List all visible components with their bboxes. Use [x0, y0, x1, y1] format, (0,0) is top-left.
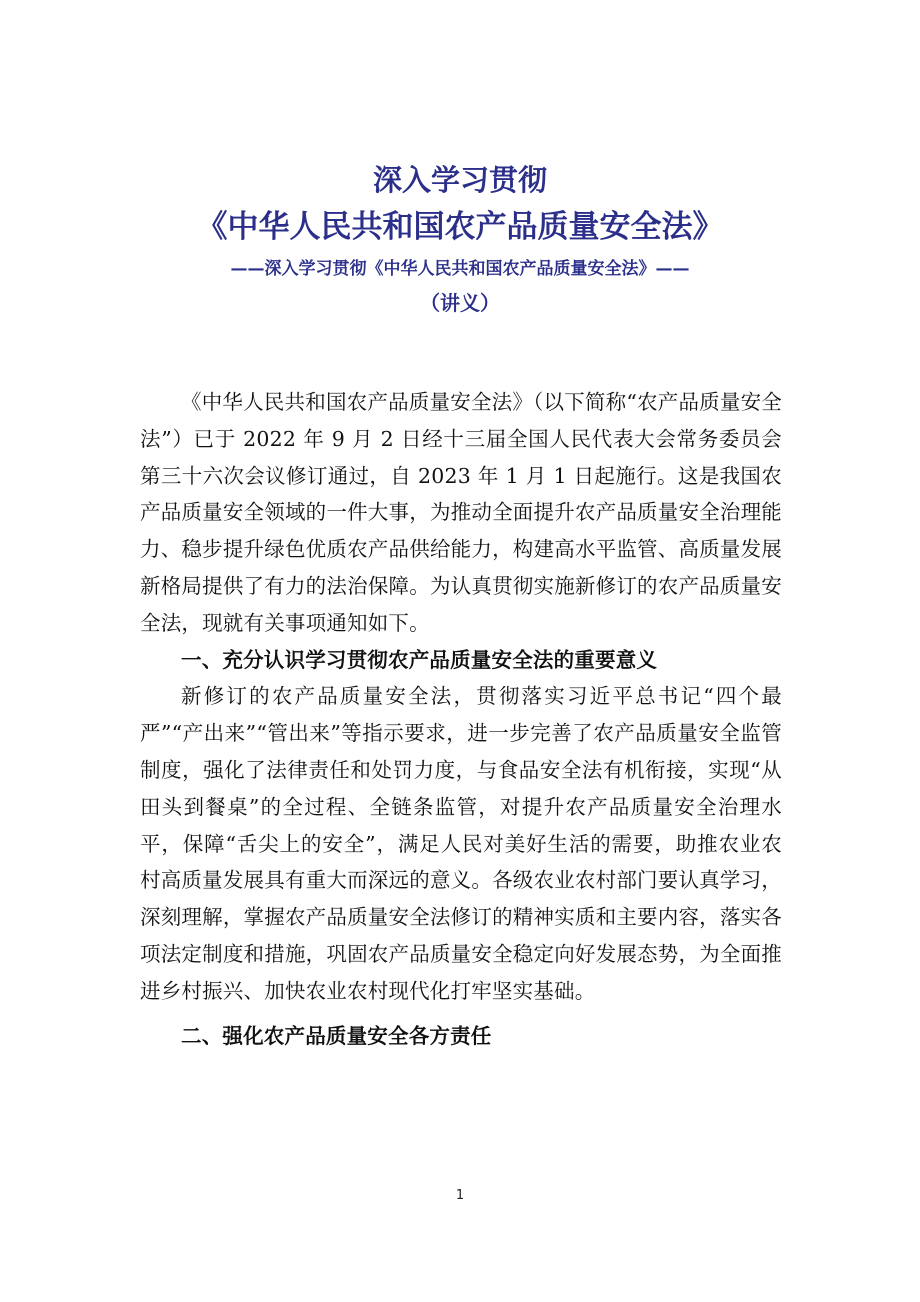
- intro-paragraph: 《中华人民共和国农产品质量安全法》（以下简称“农产品质量安全法”）已于 2022 年 9 月 2 日经十三届全国人民代表大会常务委员会第三十六次会议修订通过，自 2023 年 1 月 1 日起施行。这是我国农产品质量安全领域的一件大事，为推动全面提升农产品质量安全治理能力、稳步提升绿色优质农产品供给能力，构建高水平监管、高质量发展新格局提供了有力的法治保障。为认真贯彻实施新修订的农产品质量安全法，现就有关事项通知如下。: [140, 390, 782, 635]
- lecture-note: （讲义）: [420, 291, 500, 315]
- title-line-2: 《中华人民共和国农产品质量安全法》: [196, 209, 724, 245]
- title-block: [0, 160, 920, 318]
- section-2-heading: 二、强化农产品质量安全各方责任: [181, 1023, 492, 1048]
- page-number: 1: [455, 1188, 465, 1203]
- section-1-paragraph: 新修订的农产品质量安全法，贯彻落实习近平总书记“四个最严”“产出来”“管出来”等指示要求，进一步完善了农产品质量安全监管制度，强化了法律责任和处罚力度，与食品安全法有机衔接，实现“从田头到餐桌”的全过程、全链条监管，对提升农产品质量安全治理水平，保障“舌尖上的安全”，满足人民对美好生活的需要，助推农业农村高质量发展具有重大而深远的意义。各级农业农村部门要认真学习，深刻理解，掌握农产品质量安全法修订的精神实质和主要内容，落实各项法定制度和措施，巩固农产品质量安全稳定向好发展态势，为全面推进乡村振兴、加快农业农村现代化打牢坚实基础。: [140, 684, 782, 1003]
- section-1-heading: 一、充分认识学习贯彻农产品质量安全法的重要意义: [181, 647, 658, 672]
- title-line-1: 深入学习贯彻: [372, 163, 547, 197]
- document-body: [140, 384, 782, 1054]
- subtitle: ——深入学习贯彻《中华人民共和国农产品质量安全法》——: [230, 259, 690, 279]
